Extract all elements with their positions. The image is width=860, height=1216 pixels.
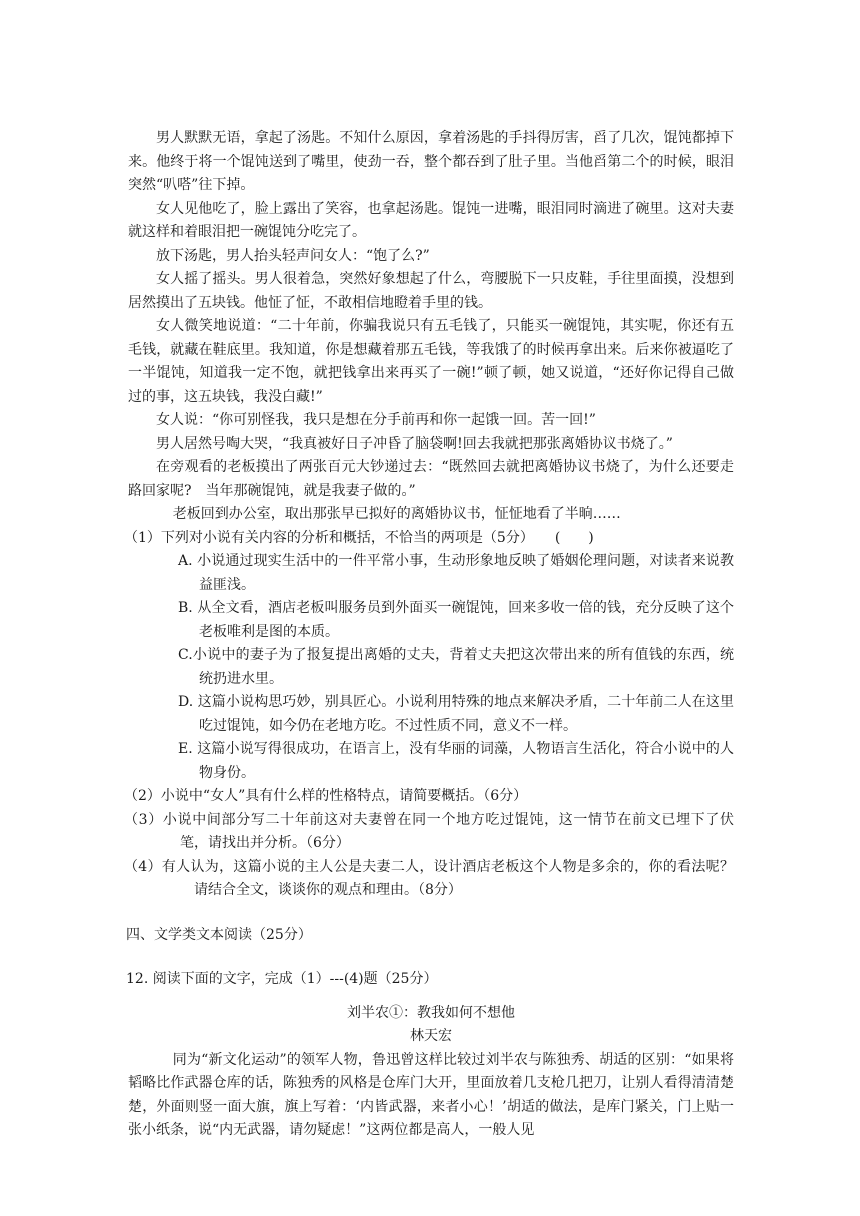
story-paragraph: 女人见他吃了，脸上露出了笑容，也拿起汤匙。馄饨一进嘴，眼泪同时滴进了碗里。这对夫妻就这样和着眼泪把一碗馄饨分吃完了。 (128, 200, 734, 240)
question-3: （3）小说中间部分写二十年前这对夫妻曾在同一个地方吃过馄饨，这一情节在前文已埋下了伏笔，请找出并分析。（6分） (124, 811, 734, 851)
article-title: 刘半农①：教我如何不想他 (347, 1004, 515, 1021)
question-1: （1）下列对小说有关内容的分析和概括，不恰当的两项是（5分） ( ) (124, 529, 594, 546)
question-4: （4）有人认为，这篇小说的主人公是夫妻二人，设计酒店老板这个人物是多余的，你的看法呢？请结合全文，谈谈你的观点和理由。（8分） (124, 858, 734, 898)
story-paragraph: 在旁观看的老板摸出了两张百元大钞递过去：“既然回去就把离婚协议书烧了，为什么还要走路回家呢? 当年那碗馄饨，就是我妻子做的。” (128, 459, 734, 499)
option-d: D. 这篇小说构思巧妙，别具匠心。小说利用特殊的地点来解决矛盾，二十年前二人在这里吃过馄饨，如今仍在老地方吃。不过性质不同，意义不一样。 (178, 694, 734, 734)
option-c: C.小说中的妻子为了报复提出离婚的丈夫，背着丈夫把这次带出来的所有值钱的东西，统统扔进水里。 (178, 647, 734, 687)
page-content (124, 127, 734, 1143)
story-paragraph: 老板回到办公室，取出那张早已拟好的离婚协议书，怔怔地看了半晌…… (172, 506, 621, 522)
option-b: B. 从全文看，酒店老板叫服务员到外面买一碗馄饨，回来多收一倍的钱，充分反映了这个老板唯利是图的本质。 (178, 600, 734, 640)
story-paragraph: 男人默默无语，拿起了汤匙。不知什么原因，拿着汤匙的手抖得厉害，舀了几次，馄饨都掉下来。他终于将一个馄饨送到了嘴里，使劲一吞，整个都吞到了肚子里。当他舀第二个的时候，眼泪突然“叭嗒”往下掉。 (128, 130, 734, 193)
story-paragraph: 女人摇了摇头。男人很着急，突然好象想起了什么，弯腰脱下一只皮鞋，手往里面摸，没想到居然摸出了五块钱。他怔了怔，不敢相信地瞪着手里的钱。 (128, 271, 734, 311)
story-paragraph: 女人微笑地说道：“二十年前，你骗我说只有五毛钱了，只能买一碗馄饨，其实呢，你还有五毛钱，就藏在鞋底里。我知道，你是想藏着那五毛钱，等我饿了的时候再拿出来。后来你被逼吃了一半馄饨，知道我一定不饱，就把钱拿出来再买了一碗!”顿了顿，她又说道，“还好你记得自己做过的事，这五块钱，我没白藏!” (128, 318, 734, 405)
option-a: A. 小说通过现实生活中的一件平常小事，生动形象地反映了婚姻伦理问题，对读者来说教益匪浅。 (178, 553, 734, 593)
question-2: （2）小说中“女人”具有什么样的性格特点，请简要概括。（6分） (124, 788, 528, 804)
story-paragraph: 女人说：“你可别怪我，我只是想在分手前再和你一起饿一回。苦一回!” (156, 412, 596, 428)
article-author: 林天宏 (410, 1028, 452, 1044)
story-paragraph: 放下汤匙，男人抬头轻声问女人：“饱了么?” (156, 247, 430, 264)
section-heading: 四、文学类文本阅读（25分） (126, 926, 312, 943)
option-e: E. 这篇小说写得很成功，在语言上，没有华丽的词藻，人物语言生活化，符合小说中的人物身份。 (178, 741, 734, 781)
article-paragraph: 同为“新文化运动”的领军人物，鲁迅曾这样比较过刘半农与陈独秀、胡适的区别：“如果将韬略比作武器仓库的话，陈独秀的风格是仓库门大开，里面放着几支枪几把刀，让别人看得清清楚楚，外面则竖一面大旗，旗上写着：‘内皆武器，来者小心！’胡适的做法，是库门紧关，门上贴一张小纸条，说“内无武器，请勿疑虑！”这两位都是高人，一般人见 (128, 1051, 734, 1138)
question-12: 12. 阅读下面的文字，完成（1）---(4)题（25分） (126, 971, 438, 987)
story-paragraph: 男人居然号啕大哭，“我真被好日子冲昏了脑袋啊!回去我就把那张离婚协议书烧了。” (156, 435, 673, 452)
